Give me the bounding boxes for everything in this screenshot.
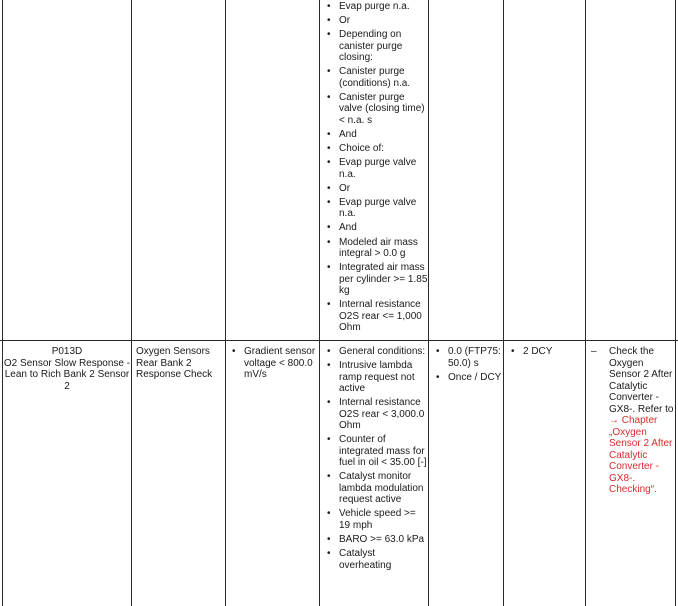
condition-item: • Evap purge n.a. [324,1,428,13]
chapter-link[interactable]: → Chapter „Oxygen Sensor 2 After Catalytic Converter -GX8-. Checking“. [609,415,673,495]
condition-item: • And [324,129,428,141]
malfunction-criteria-list [229,346,318,381]
condition-item: • Counter of integrated mass for fuel in oil < 35.00 [-] [324,434,428,469]
condition-item: • Canister purge valve (closing time) < n.a. s [324,92,428,127]
dtc-code: P013D [51,346,83,357]
condition-item: • Or [324,183,428,195]
table-divider [225,0,226,606]
table-divider [319,0,320,606]
time-required-item: • 0.0 (FTP75: 50.0) s [433,346,503,369]
mil-item: • 2 DCY [508,346,585,358]
time-required-item: • Once / DCY [433,372,503,384]
condition-item: • And [324,222,428,234]
malfunction-cell [229,346,318,383]
monitor-cell [136,346,224,381]
dtc-cell [3,346,131,392]
condition-item: • Internal resistance O2S rear <= 1,000 Ohm [324,299,428,334]
repair-cell [589,346,674,496]
time-required-cell [433,346,503,386]
table-border-right [675,0,676,606]
malfunction-item: • Gradient sensor voltage < 800.0 mV/s [229,346,318,381]
condition-item: • Depending on canister purge closing: [324,29,428,64]
dtc-description: O2 Sensor Slow Response - Lean to Rich Bank 2 Sensor 2 [3,357,131,392]
time-required-list [433,346,503,383]
condition-item: • Catalyst monitor lambda modulation request active [324,471,428,506]
table-border-left [2,0,3,606]
table-divider [503,0,504,606]
table-divider [585,0,586,606]
top-row-conditions-cell [324,1,428,336]
top-row-conditions-list [324,1,428,334]
repair-text: Check the Oxygen Sensor 2 After Catalytic Converter -GX8-. Refer to [609,346,674,415]
repair-list [589,346,674,496]
condition-item: • Or [324,15,428,27]
table-divider [131,0,132,606]
repair-item [589,346,674,496]
condition-item: • General conditions: [324,346,428,358]
condition-item: • Internal resistance O2S rear < 3,000.0 Ohm [324,397,428,432]
condition-item: • Evap purge valve n.a. [324,157,428,180]
row-divider [0,340,678,341]
enable-conditions-list [324,346,428,571]
condition-item: • Catalyst overheating [324,548,428,571]
monitor-strategy: Oxygen Sensors Rear Bank 2 Response Check [136,346,213,380]
condition-item: • BARO >= 63.0 kPa [324,534,428,546]
mil-cell [508,346,585,360]
mil-illumination-list [508,346,585,358]
table-divider [428,0,429,606]
conditions-cell [324,346,428,574]
condition-item: • Canister purge (conditions) n.a. [324,66,428,89]
condition-item: • Modeled air mass integral > 0.0 g [324,237,428,260]
condition-item: • Vehicle speed >= 19 mph [324,508,428,531]
condition-item: • Choice of: [324,143,428,155]
condition-item: • Intrusive lambda ramp request not active [324,360,428,395]
condition-item: • Evap purge valve n.a. [324,197,428,220]
condition-item: • Integrated air mass per cylinder >= 1.85 kg [324,262,428,297]
